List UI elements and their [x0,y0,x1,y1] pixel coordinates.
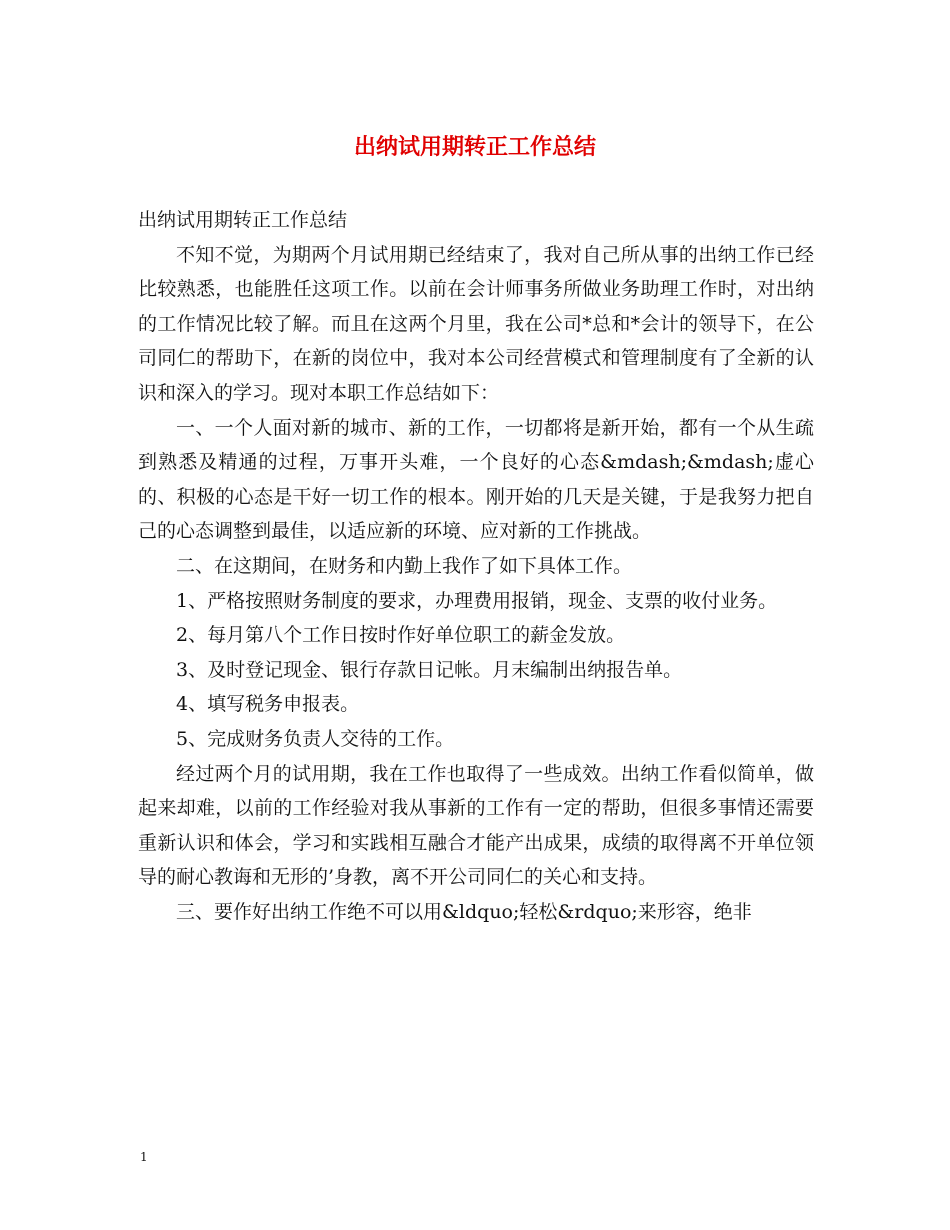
paragraph-section-2: 二、在这期间，在财务和内勤上我作了如下具体工作。 [176,554,633,577]
list-item-3: 3、及时登记现金、银行存款日记帐。月末编制出纳报告单。 [176,658,683,681]
document-body [138,203,814,929]
page-number: 1 [140,1150,148,1164]
paragraph-section-3: 三、要作好出纳工作绝不可以用&ldquo;轻松&rdquo;来形容，绝非 [176,900,752,923]
subtitle-paragraph: 出纳试用期转正工作总结 [138,209,348,231]
list-item-5: 5、完成财务负责人交待的工作。 [176,727,455,750]
list-item-2: 2、每月第八个工作日按时作好单位职工的薪金发放。 [176,624,626,647]
paragraph-intro: 不知不觉，为期两个月试用期已经结束了，我对自己所从事的出纳工作已经比较熟悉，也能胜任这项工作。以前在会计师事务所做业务助理工作时，对出纳的工作情况比较了解。而且在这两个月里，我在公司*总和*会计的领导下，在公司同仁的帮助下，在新的岗位中，我对本公司经营模式和管理制度有了全新的认识和深入的学习。现对本职工作总结如下： [138,243,814,404]
paragraph-results: 经过两个月的试用期，我在工作也取得了一些成效。出纳工作看似简单，做起来却难，以前的工作经验对我从事新的工作有一定的帮助，但很多事情还需要重新认识和体会，学习和实践相互融合才能产出成果，成绩的取得离不开单位领导的耐心教诲和无形的’身教，离不开公司同仁的关心和支持。 [138,762,814,889]
document-title: 出纳试用期转正工作总结 [353,134,596,160]
paragraph-section-1: 一、一个人面对新的城市、新的工作，一切都将是新开始，都有一个从生疏到熟悉及精通的过程，万事开头难，一个良好的心态&mdash;&mdash;虚心的、积极的心态是干好一切工作的根本。刚开始的几天是关键，于是我努力把自己的心态调整到最佳，以适应新的环境、应对新的工作挑战。 [138,416,814,543]
list-item-4: 4、填写税务申报表。 [176,693,360,716]
list-item-1: 1、严格按照财务制度的要求，办理费用报销，现金、支票的收付业务。 [176,589,778,612]
